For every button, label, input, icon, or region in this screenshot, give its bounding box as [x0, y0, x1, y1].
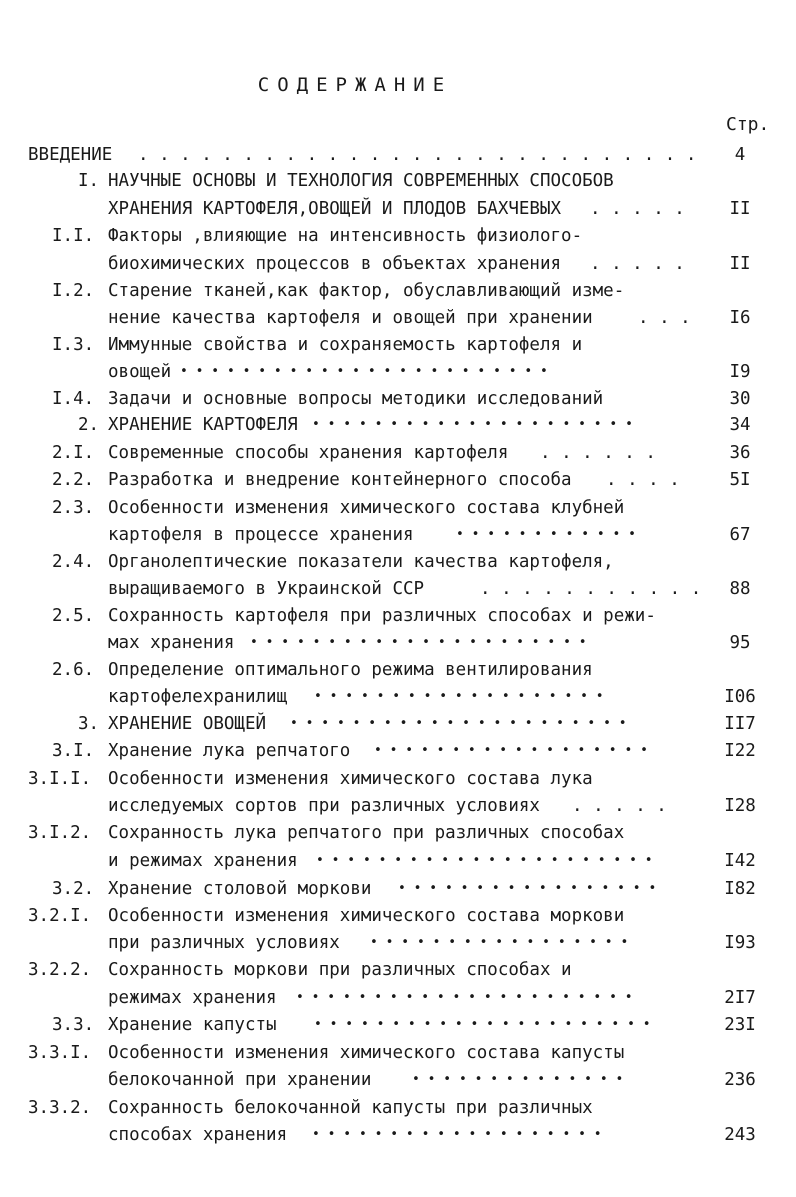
toc-leader-dots: . . . . . . . . . . . [480, 579, 702, 599]
toc-entry-introduction [0, 142, 796, 168]
toc-entry-title: Хранение капусты [108, 1015, 277, 1035]
toc-entry-title: Разработка и внедрение контейнерного способа [108, 470, 572, 490]
toc-leader-dots: • • • • • • • • • • • • • • • • • • • • • • • • [180, 364, 548, 379]
toc-entry-title: Иммунные свойства и сохраняемость картофеля и [108, 335, 583, 355]
toc-entry-title-cont: исследуемых сортов при различных условиях [108, 796, 540, 816]
page-column-label: Стр. [726, 114, 770, 135]
toc-page-number: 30 [729, 389, 751, 409]
toc-entry-1-3 [0, 332, 796, 358]
toc-entry-title: Особенности изменения химического состава лука [108, 769, 593, 789]
toc-entry-title: ВВЕДЕНИЕ [28, 145, 113, 165]
toc-entry-title: Сохранность моркови при различных способах и [108, 960, 572, 980]
toc-entry-number: 3.2.I. [28, 906, 92, 926]
toc-entry-title-cont: биохимических процессов в объектах хранения [108, 254, 562, 274]
toc-page-number: I06 [724, 687, 756, 707]
toc-entry-title: Органолептические показатели качества картофеля, [108, 552, 614, 572]
toc-entry-title: Задачи и основные вопросы методики исследований [108, 389, 604, 409]
toc-entry-3-2-2-continuation [0, 985, 796, 1011]
toc-entry-2-5-continuation [0, 630, 796, 656]
toc-page-number: 2I7 [724, 988, 756, 1008]
toc-entry-number: 2.I. [52, 443, 95, 463]
toc-leader-dots: • • • • • • • • • • • • • • • • • • • • • • [314, 1017, 651, 1032]
toc-entry-number: 3.I.2. [28, 823, 92, 843]
toc-leader-dots: . . . . . . [540, 443, 656, 463]
toc-entry-3-3-2-continuation [0, 1122, 796, 1148]
toc-entry-number: I.4. [52, 389, 95, 409]
toc-entry-2-6-continuation [0, 684, 796, 710]
toc-entry-number: 3. [78, 714, 100, 734]
toc-leader-dots: • • • • • • • • • • • • • • [412, 1072, 624, 1087]
toc-leader-dots: . . . . [606, 470, 680, 490]
toc-entry-title-cont: ХРАНЕНИЯ КАРТОФЕЛЯ,ОВОЩЕЙ И ПЛОДОВ БАХЧЕВЫХ [108, 199, 562, 219]
toc-leader-dots: • • • • • • • • • • • • • • • • • • • [312, 1127, 602, 1142]
toc-entry-title-cont: нение качества картофеля и овощей при хранении [108, 308, 593, 328]
toc-entry-2-4-continuation [0, 576, 796, 602]
toc-entry-title: Сохранность лука репчатого при различных способах [108, 823, 625, 843]
toc-leader-dots: • • • • • • • • • • • • • • • • • • • • • • [250, 635, 587, 650]
toc-entry-title-cont: способах хранения [108, 1125, 288, 1145]
toc-entry-3-3-2 [0, 1095, 796, 1121]
toc-entry-title: ХРАНЕНИЕ ОВОЩЕЙ [108, 714, 267, 734]
toc-entry-number: 3.2.2. [28, 960, 92, 980]
toc-entry-number: 2. [78, 415, 100, 435]
toc-entry-title-cont: при различных условиях [108, 933, 340, 953]
toc-page-number: I9 [729, 362, 751, 382]
toc-entry-number: 2.5. [52, 606, 95, 626]
toc-entry-2-2 [0, 467, 796, 493]
toc-entry-title: Особенности изменения химического состава моркови [108, 906, 625, 926]
toc-entry-3 [0, 711, 796, 737]
toc-page-number: 5I [729, 470, 751, 490]
toc-entry-2 [0, 412, 796, 438]
toc-page-number: I22 [724, 741, 756, 761]
toc-entry-1-3-continuation [0, 359, 796, 385]
toc-entry-title: Определение оптимального режима вентилирования [108, 660, 593, 680]
toc-entry-3-2-1-continuation [0, 930, 796, 956]
toc-page-number: I6 [729, 308, 751, 328]
toc-entry-number: 3.2. [52, 879, 95, 899]
toc-entry-3-1-2 [0, 820, 796, 846]
toc-page-number: 95 [729, 633, 751, 653]
toc-leader-dots: • • • • • • • • • • • • • • • • • • • • • • [290, 716, 627, 731]
toc-page-number: 23I [724, 1015, 756, 1035]
toc-leader-dots: . . . . . [590, 199, 685, 219]
toc-entry-number: 3.I. [52, 741, 95, 761]
toc-leader-dots: • • • • • • • • • • • • • • • • • • • [314, 689, 604, 704]
toc-page-number: II [729, 199, 751, 219]
toc-entry-title: Факторы ,влияющие на интенсивность физиолого- [108, 226, 583, 246]
toc-entry-number: 3.3.I. [28, 1043, 92, 1063]
toc-entry-title-cont: и режимах хранения [108, 851, 298, 871]
toc-leader-dots: • • • • • • • • • • • • • • • • • [370, 935, 629, 950]
toc-page-number: 67 [729, 525, 751, 545]
toc-entry-title-cont: белокочанной при хранении [108, 1070, 372, 1090]
toc-entry-1 [0, 168, 796, 194]
toc-leader-dots: . . . [638, 308, 691, 328]
toc-entry-title-cont: выращиваемого в Украинской ССР [108, 579, 425, 599]
toc-entry-title: ХРАНЕНИЕ КАРТОФЕЛЯ [108, 415, 298, 435]
toc-leader-dots: . . . . . [572, 796, 667, 816]
toc-page-number: II [729, 254, 751, 274]
toc-entry-3-2 [0, 876, 796, 902]
toc-leader-dots: • • • • • • • • • • • • • • • • • • • • • [312, 417, 633, 432]
toc-entry-number: 2.6. [52, 660, 95, 680]
toc-entry-number: I.I. [52, 226, 95, 246]
toc-entry-number: 3.3.2. [28, 1098, 92, 1118]
toc-page-number: I82 [724, 879, 756, 899]
toc-page-number: 88 [729, 579, 751, 599]
toc-entry-2-3-continuation [0, 522, 796, 548]
toc-entry-3-2-2 [0, 957, 796, 983]
toc-entry-number: 3.I.I. [28, 769, 92, 789]
toc-entry-title: Особенности изменения химического состава клубней [108, 498, 625, 518]
document-title: СОДЕРЖАНИЕ [257, 74, 453, 96]
toc-entry-2-6 [0, 657, 796, 683]
toc-leader-dots: . . . . . [590, 254, 685, 274]
toc-leader-dots: • • • • • • • • • • • • • • • • • • [374, 743, 648, 758]
toc-entry-number: 3.3. [52, 1015, 95, 1035]
toc-page-number: 236 [724, 1070, 756, 1090]
toc-leader-dots: • • • • • • • • • • • • • • • • • • • • • • [296, 990, 633, 1005]
toc-page-number: 34 [729, 415, 751, 435]
toc-entry-title-cont: мах хранения [108, 633, 235, 653]
toc-entry-title-cont: овощей [108, 362, 172, 382]
toc-entry-1-continuation [0, 196, 796, 222]
toc-leader-dots: • • • • • • • • • • • • • • • • • • • • • • [316, 853, 653, 868]
toc-entry-3-3-1-continuation [0, 1067, 796, 1093]
toc-leader-dots: • • • • • • • • • • • • • • • • • [398, 881, 657, 896]
toc-leader-dots: . . . . . . . . . . . . . . . . . . . . . . . . . . . [138, 145, 697, 165]
toc-entry-title: Хранение лука репчатого [108, 741, 351, 761]
toc-entry-3-3 [0, 1012, 796, 1038]
toc-entry-title: НАУЧНЫЕ ОСНОВЫ И ТЕХНОЛОГИЯ СОВРЕМЕННЫХ СПОСОБОВ [108, 171, 614, 191]
toc-entry-3-2-1 [0, 903, 796, 929]
toc-entry-title: Современные способы хранения картофеля [108, 443, 509, 463]
toc-entry-3-3-1 [0, 1040, 796, 1066]
toc-entry-1-1-continuation [0, 251, 796, 277]
toc-page-number: I93 [724, 933, 756, 953]
toc-entry-number: I.3. [52, 335, 95, 355]
toc-entry-3-1-1 [0, 766, 796, 792]
toc-entry-2-5 [0, 603, 796, 629]
toc-page-number: I28 [724, 796, 756, 816]
toc-entry-1-2-continuation [0, 305, 796, 331]
toc-page-number: II7 [724, 714, 756, 734]
toc-page-number: I42 [724, 851, 756, 871]
toc-leader-dots: • • • • • • • • • • • • [456, 527, 637, 542]
toc-entry-3-1 [0, 738, 796, 764]
toc-entry-2-3 [0, 495, 796, 521]
toc-entry-number: 2.3. [52, 498, 95, 518]
toc-page-number: 243 [724, 1125, 756, 1145]
toc-entry-number: 2.2. [52, 470, 95, 490]
toc-entry-title: Хранение столовой моркови [108, 879, 372, 899]
toc-entry-1-4 [0, 386, 796, 412]
toc-entry-title: Старение тканей,как фактор, обуславливающий изме- [108, 281, 625, 301]
toc-page-number: 4 [734, 145, 746, 165]
toc-entry-1-1 [0, 223, 796, 249]
toc-entry-title: Сохранность белокочанной капусты при различных [108, 1098, 593, 1118]
toc-page-number: 36 [729, 443, 751, 463]
toc-entry-3-1-2-continuation [0, 848, 796, 874]
toc-entry-number: I.2. [52, 281, 95, 301]
toc-entry-2-1 [0, 440, 796, 466]
toc-entry-1-2 [0, 278, 796, 304]
toc-entry-number: 2.4. [52, 552, 95, 572]
toc-entry-title-cont: режимах хранения [108, 988, 277, 1008]
toc-entry-number: I. [78, 171, 100, 191]
toc-entry-title: Сохранность картофеля при различных способах и режи- [108, 606, 656, 626]
toc-entry-title-cont: картофелехранилищ [108, 687, 288, 707]
toc-entry-2-4 [0, 549, 796, 575]
toc-entry-title-cont: картофеля в процессе хранения [108, 525, 414, 545]
toc-entry-title: Особенности изменения химического состава капусты [108, 1043, 625, 1063]
toc-entry-3-1-1-continuation [0, 793, 796, 819]
